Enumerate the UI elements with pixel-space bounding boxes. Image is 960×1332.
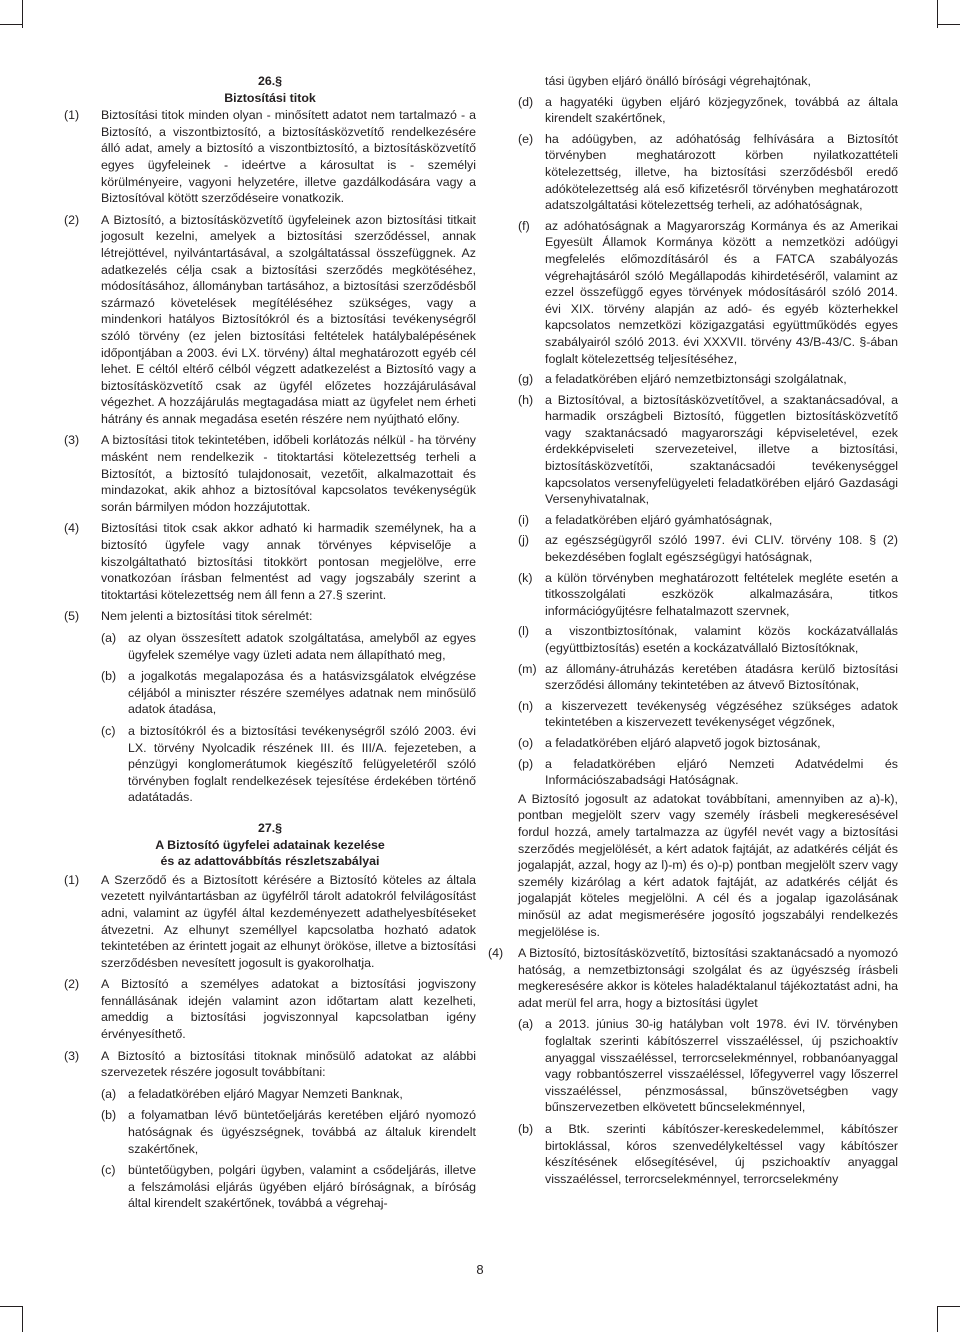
list-item-f: [518, 218, 898, 367]
left-column: [64, 73, 476, 1212]
list-item-a: [518, 1016, 898, 1116]
list-item-n: [518, 698, 898, 731]
list-item-b: [518, 1121, 898, 1187]
item-text: a viszontbiztosítónak, valamint közös kockázatvállalás (együttbiztosítás) esetén a kockázatvállaló Biztosítóknak,: [545, 624, 898, 655]
item-letter: (b): [101, 1108, 117, 1123]
paragraph-summary: A Biztosító jogosult az adatokat továbbítani, amennyiben az a)-k), pontban megjelölt szerv vagy személy írásbeli megkeresésével fordul hozzá, amely tartalmazza az ügyfél nevét vagy a biztosítási szerződés megjelölését, a kért adatok fajtáját, az adatkérés célját és jogalapját, azzal, hogy az l)-m) és o)-p) pontban megjelölt szerv vagy személy kizárólag a kért adatok fajtáját, az adatkérés célját és jogalapját köteles megjelölni. A cél és a jogalap igazolásának minősül az adat megismerésére jogosító jogszabályi rendelkezés megjelölése is.: [518, 791, 898, 939]
list-item-l: [518, 623, 898, 656]
crop-mark: [22, 1306, 23, 1332]
item-text: az állomány-átruházás keretében átadásra kerülő biztosítási szerződési állomány tekintetében az átvevő Biztosítónak,: [545, 661, 898, 693]
item-text: a kiszervezett tevékenység végzéséhez szükséges adatok tekintetében a kiszervezett tevékenységet végzőnek,: [545, 698, 898, 730]
item-text: ha adóügyben, az adóhatóság felhívására a Biztosítót törvényben meghatározott körben nyilatkozattételi kötelezettség, illetve, ha biztosítási szerződésből eredő adókötelezettség alá eső kifizetésről törvényben meghatározott adatszolgáltatási kötelezettség terheli, az adóhatóságnak,: [545, 131, 898, 213]
item-text: a feladatkörében eljáró Nemzeti Adatvédelmi és Információszabadsági Hatóságnak.: [545, 756, 898, 788]
list-item-h: [518, 392, 898, 508]
item-letter: (c): [101, 1163, 116, 1178]
item-letter: (o): [518, 735, 534, 750]
paragraph-5: [64, 608, 476, 806]
section-27-title-line-2: és az adattovábbítás részletszabályai: [160, 854, 380, 869]
paragraph-number: (1): [64, 872, 80, 887]
item-text: a Btk. szerinti kábítószer-kereskedelemmel, kábítószer birtoklással, kóros szenvedélykeltéssel vagy kábítószer készítésének elősegítésével, új pszichoaktív anyaggal visszaéléssel, terrorcselekménnyel, terrorcselekmény: [545, 1122, 898, 1186]
section-26-title: Biztosítási titok: [224, 90, 316, 105]
item-text: a Biztosítóval, a biztosításközvetítővel, a szaktanácsadóval, a harmadik országbeli Biztosító, független biztosításközvetítő vagy szaktanácsadó magyarországi képviseletével, ezek érdekképviseleti szervezeteivel, illetve a biztosítási, biztosításközvetítői, szaktanácsadói tevékenységgel kapcsolatos versenyfelügyeleti feladatkörében eljáró Gazdasági Versenyhivatalnak,: [545, 392, 898, 507]
item-letter: (l): [518, 624, 530, 639]
item-text: a 2013. június 30-ig hatályban volt 1978. évi IV. törvényben foglaltak szerinti kábítószerrel visszaéléssel, új pszichoaktív anyaggal visszaéléssel, terrorcselekménnyel, robbanóanyaggal vagy robbantószerrel visszaéléssel, lőfegyverrel vagy lőszerrel visszaéléssel, pénzmosással, bűnszövetségben vagy bűnszervezetben elkövetett bűncselekménnyel,: [545, 1017, 898, 1115]
paragraph-2: [64, 212, 476, 428]
list-item-c: [101, 723, 476, 806]
list-item-k: [518, 570, 898, 620]
list-item-g: [518, 371, 898, 388]
list-item-a: [101, 1086, 476, 1103]
item-letter: (a): [518, 1017, 534, 1032]
item-letter: (c): [101, 723, 116, 738]
item-text: a feladatkörében eljáró gyámhatóságnak,: [545, 512, 773, 527]
item-letter: (m): [518, 661, 537, 676]
paragraph-number: (3): [64, 433, 80, 448]
list-item-b: [101, 1107, 476, 1157]
item-letter: (g): [518, 372, 534, 387]
item-letter: (b): [101, 669, 117, 684]
item-letter: (h): [518, 392, 534, 407]
paragraph-1: [64, 107, 476, 207]
paragraph-text: A biztosítási titok tekintetében, időbeli korlátozás nélkül - ha törvény másként nem rendelkezik - titoktartási kötelezettség terheli a Biztosítót, a biztosító tulajdonosait, vezetőit, alkalmazottait és mindazokat, akik ahhoz a biztosítóval kapcsolatos tevékenységük során bármilyen módon hozzájutottak.: [101, 433, 476, 514]
item-text: a biztosítókról és a biztosítási tevékenységről szóló 2003. évi LX. törvény Nyolcadik részének III. és III/A. fejezeteben, a pénzügyi konglomerátumok kiegészítő felügyeletéről szóló törvényben foglalt rendelkezések tejesítése érdekében történő adatátadás.: [128, 723, 476, 805]
paragraph-text: Biztosítási titok minden olyan - minősített adatot nem tartalmazó - a Biztosító, a viszontbiztosító, a biztosításközvetítő rendelkezésére álló adat, amely a biztosító a viszontbiztosító, a biztosításközvetítő egyes ügyfeleinek - ideértve a károsultat is - személyi körülményeire, vagyoni helyzetére, illetve gazdálkodására vagy a Biztosítóval kötött szerződéseire vonatkozik.: [101, 108, 476, 206]
item-letter: (i): [518, 512, 530, 527]
item-text: az egészségügyről szóló 1997. évi CLIV. törvény 108. § (2) bekezdésében foglalt egészségügyi hatóságnak,: [545, 533, 898, 565]
list-item-i: [518, 512, 898, 529]
section-26-number: 26.§: [257, 74, 283, 88]
list-item-continuation: [518, 73, 898, 90]
item-letter: (f): [518, 218, 530, 233]
section-27-title-line-1: A Biztosító ügyfelei adatainak kezelése: [155, 837, 385, 852]
list-item-p: [518, 756, 898, 789]
crop-mark: [22, 0, 23, 28]
list-item-b: [101, 668, 476, 718]
item-letter: (d): [518, 94, 534, 109]
paragraph-27-4: [488, 945, 898, 1187]
item-letter: (a): [101, 631, 117, 645]
item-text: az olyan összesített adatok szolgáltatása, amelyből az egyes ügyfelek személye vagy üzleti adata nem állapítható meg,: [128, 631, 476, 662]
list-item-j: [518, 532, 898, 565]
item-text: a jogalkotás megalapozása és a hatásvizsgálatok elvégzése céljából a miniszter részére személyes adatnak nem minősülő adatok átadása,: [128, 669, 476, 717]
paragraph-text: Nem jelenti a biztosítási titok sérelmét:: [101, 609, 313, 624]
list-item-m: [518, 661, 898, 694]
paragraph-27-3: [64, 1048, 476, 1212]
paragraph-text: A Biztosító a biztosítási titoknak minősülő adatokat az alábbi szervezetek részére jogosult továbbítani:: [101, 1048, 476, 1080]
item-letter: (e): [518, 131, 534, 146]
item-letter: (b): [518, 1122, 534, 1137]
list-item-o: [518, 735, 898, 752]
item-text: a külön törvényben meghatározott feltételek megléte esetén a titkosszolgálati eszközök alkalmazására, titkos információgyűjtésre felhatalmazott szervnek,: [545, 570, 898, 618]
item-letter: (a): [101, 1086, 117, 1101]
paragraph-number: (2): [64, 212, 80, 227]
item-text: a folyamatban lévő büntetőeljárás keretében eljáró nyomozó hatóságnak és ügyészségnek, továbbá az általuk kirendelt szakértőnek,: [128, 1108, 476, 1156]
list-item-c: [101, 1162, 476, 1212]
paragraph-text: A Szerződő és a Biztosított kérésére a Biztosító köteles az általa vezetett nyilvántartásban az ügyfélről tárolt adatokról felvilágosítást adni, valamint az ügyfél által kezdeményezett adathelyesbítéseket átvezetni. Az elhunyt személlyel kapcsolatba hozható adatok tekintetében az érintett jogait az elhunyt örököse, illetve a biztosítási szerződésben nevesített jogosult is gyakorolhatja.: [101, 872, 476, 970]
paragraph-number: (2): [64, 977, 80, 992]
paragraph-text: A Biztosító a személyes adatokat a biztosítási jogviszony fennállásának idején valamint azon időtartam alatt kezelheti, ameddig a biztosítási jogviszonnyal kapcsolatban igény érvényesíthető.: [101, 977, 476, 1042]
paragraph-text: A Biztosító, a biztosításközvetítő ügyfeleinek azon biztosítási titkait jogosult kezelni, amelyek a biztosítási szerződéssel, annak létrejöttével, nyilvántartásával, a szolgáltatással összefüggnek. Az adatkezelés célja csak a biztosítási szerződés megkötéséhez, módosításához, állományban tartásához, a biztosítási szerződésből származó követelések megítéléséhez szükséges, vagy a mindenkori hatályos Biztosítókról és a biztosítási tevékenységről szóló törvény (ez jelen biztosítási feltételek hatálybalépésének időpontjában a 2003. évi LX. törvény) által meghatározott egyéb cél lehet. E céltól eltérő célból végzett adatkezelést a Biztosító vagy a biztosításközvetítő csak az ügyfél előzetes hozzájárulásával végezhet. A hozzájárulás megtagadása miatt az ügyfelet nem érheti hátrány és annak megadása esetén részére nem nyújtható előny.: [101, 212, 476, 426]
list-item-d: [518, 94, 898, 127]
paragraph-27-2: [64, 976, 476, 1042]
section-27-number: 27.§: [257, 820, 283, 835]
crop-mark: [938, 24, 960, 25]
paragraph-3: [64, 432, 476, 515]
item-letter: (n): [518, 698, 534, 713]
item-text: tási ügyben eljáró önálló bírósági végrehajtónak,: [545, 74, 811, 88]
crop-mark: [0, 1306, 22, 1307]
crop-mark: [0, 24, 22, 25]
paragraph-text: Biztosítási titok csak akkor adható ki harmadik személynek, ha a biztosító ügyfele vagy annak törvényes képviselője a kiszolgáltatható biztosítási titokkört pontosan megjelölve, erre vonatkozóan írásban felmentést ad vagy jogszabály szerint a titoktartási kötelezettség nem áll fenn a 27.§ szerint.: [101, 521, 476, 602]
item-letter: (k): [518, 570, 533, 585]
paragraph-text: A Biztosító, biztosításközvetítő, biztosítási szaktanácsadó a nyomozó hatóság, a nemzetbiztonsági szolgálat és az ügyészség írásbeli megkeresésére akkor is köteles haladéktalanul tájékoztatást adni, ha adat merül fel arra, hogy a biztosítási ügylet: [518, 946, 898, 1010]
paragraph-27-1: [64, 872, 476, 972]
item-letter: (p): [518, 756, 534, 771]
paragraph-number: (4): [64, 521, 80, 536]
crop-mark: [937, 1306, 938, 1332]
item-text: a feladatkörében eljáró Magyar Nemzeti Banknak,: [128, 1086, 403, 1101]
item-letter: (j): [518, 533, 530, 548]
paragraph-number: (3): [64, 1048, 80, 1063]
paragraph-4: [64, 520, 476, 603]
crop-mark: [938, 1306, 960, 1307]
list-item-e: [518, 131, 898, 214]
paragraph-number: (1): [64, 108, 80, 123]
item-text: a feladatkörében eljáró alapvető jogok biztosának,: [545, 735, 821, 750]
item-text: büntetőügyben, polgári ügyben, valamint a csődeljárás, illetve a felszámolási eljárás ügyében eljáró bíróságnak, a bíróság által kirendelt szakértőnek, továbbá a végrehaj-: [128, 1163, 476, 1211]
page-number: 8: [476, 1262, 484, 1277]
list-item-a: [101, 630, 476, 663]
right-column: [488, 73, 898, 1187]
item-text: az adóhatóságnak a Magyarország Kormánya és az Amerikai Egyesült Államok Kormánya között a nemzetközi adóügyi megfelelés előmozdításáról és a FATCA szabályozás végrehajtásáról szóló Megállapodás kihirdetéséről, valamint az ezzel összefüggő egyes törvények módosításáról szóló 2014. évi XIX. törvény alapján az adó- és egyéb közterhekkel kapcsolatos nemzetközi közigazgatási együttműködés egyes szabályairól szóló 2013. évi XXXVII. törvény 43/B-43/C. §-ában foglalt kötelezettség teljesítéséhez,: [545, 218, 898, 366]
item-text: a hagyatéki ügyben eljáró közjegyzőnek, továbbá az általa kirendelt szakértőnek,: [545, 94, 898, 126]
paragraph-number: (5): [64, 609, 80, 624]
paragraph-number: (4): [488, 946, 504, 961]
item-text: a feladatkörében eljáró nemzetbiztonsági szolgálatnak,: [545, 372, 847, 387]
